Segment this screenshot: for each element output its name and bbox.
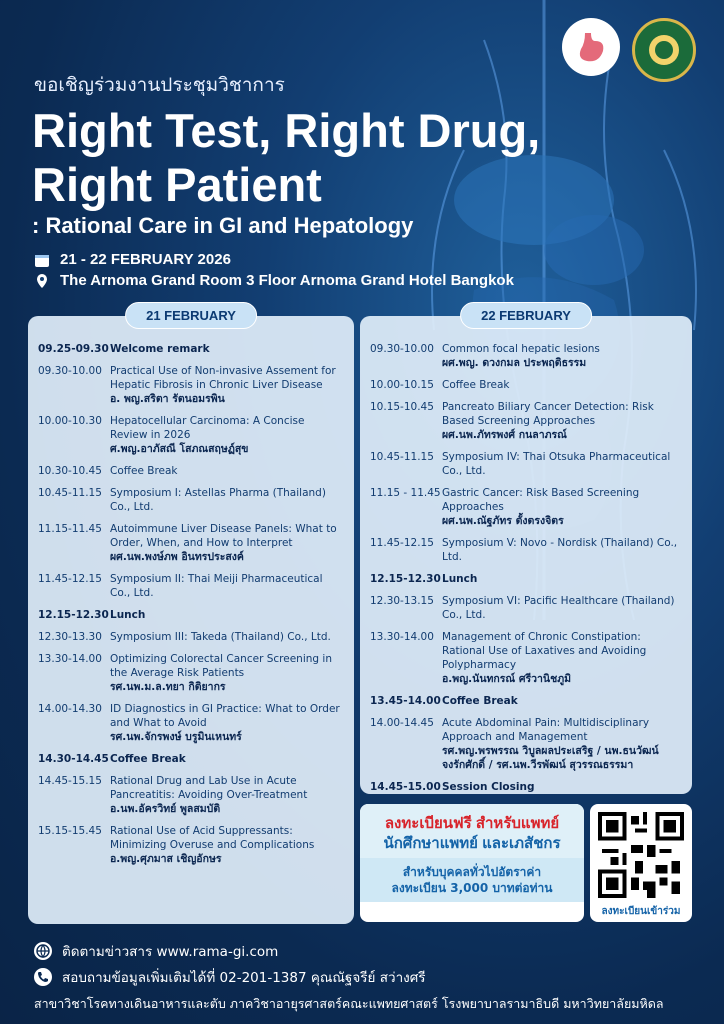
schedule-content — [110, 774, 344, 816]
website-text[interactable]: ติดตามข่าวสาร www.rama-gi.com — [62, 944, 279, 960]
location-pin-icon — [34, 273, 50, 289]
fee-line-1: สำหรับบุคคลทั่วไปอัตราค่า — [402, 865, 542, 879]
schedule-title: Lunch — [442, 573, 478, 585]
schedule-item — [38, 752, 344, 766]
schedule-item — [370, 536, 682, 564]
schedule-time: 14.30-14.45 — [38, 753, 109, 765]
schedule-item — [370, 486, 682, 528]
day2-label: 22 FEBRUARY — [460, 302, 592, 329]
schedule-item — [370, 572, 682, 586]
schedule-content — [442, 780, 682, 794]
schedule-content — [442, 486, 682, 528]
schedule-time: 10.30-10.45 — [38, 465, 102, 477]
schedule-item — [38, 364, 344, 406]
schedule-item — [38, 342, 344, 356]
schedule-item — [370, 594, 682, 622]
schedule-time: 10.45-11.15 — [370, 451, 434, 463]
schedule-time: 12.15-12.30 — [370, 573, 441, 585]
schedule-speaker: ผศ.นพ.ณัฐภัทร ตั้งตรงจิตร — [442, 515, 564, 527]
schedule-time: 12.30-13.15 — [370, 595, 434, 607]
free-registration-line-1: ลงทะเบียนฟรี สำหรับแพทย์ — [384, 815, 560, 832]
schedule-title: Common focal hepatic lesions — [442, 343, 600, 355]
schedule-title: Symposium VI: Pacific Healthcare (Thailand) Co., Ltd. — [442, 595, 675, 621]
schedule-time: 14.45-15.00 — [370, 781, 441, 793]
schedule-title: Pancreato Biliary Cancer Detection: Risk Based Screening Approaches — [442, 401, 654, 427]
schedule-item — [38, 414, 344, 456]
schedule-content — [442, 572, 682, 586]
globe-icon — [34, 942, 52, 960]
schedule-content — [110, 572, 344, 600]
schedule-title: Acute Abdominal Pain: Multidisciplinary Approach and Management — [442, 717, 650, 743]
schedule-title: Coffee Break — [442, 379, 510, 391]
schedule-item — [38, 486, 344, 514]
free-registration-line-2: นักศึกษาแพทย์ และเภสัชกร — [383, 835, 561, 852]
schedule-time: 14.45-15.15 — [38, 775, 102, 787]
schedule-item — [38, 572, 344, 600]
schedule-content — [110, 342, 344, 356]
schedule-title: Autoimmune Liver Disease Panels: What to Order, When, and How to Interpret — [110, 523, 337, 549]
schedule-content — [442, 594, 682, 622]
event-title — [32, 104, 672, 212]
schedule-content — [110, 752, 344, 766]
schedule-speaker: รศ.พญ.พรพรรณ วิบูลผลประเสริฐ / นพ.ธนวัฒน์ จงรักศักดิ์ / รศ.นพ.วีรพัฒน์ สุวรรณธรรมา — [442, 745, 659, 771]
schedule-time: 14.00-14.45 — [370, 717, 434, 729]
university-seal-icon — [632, 18, 696, 82]
schedule-content — [442, 400, 682, 442]
schedule-content — [110, 522, 344, 564]
schedule-speaker: อ.นพ.อัครวิทย์ พูลสมบัติ — [110, 803, 221, 815]
schedule-title: Session Closing — [442, 781, 535, 793]
footer-website[interactable] — [34, 940, 278, 962]
schedule-time: 11.15 - 11.45 — [370, 487, 441, 499]
schedule-time: 11.45-12.15 — [370, 537, 434, 549]
title-line-2: Right Patient — [32, 158, 322, 211]
schedule-item — [38, 522, 344, 564]
schedule-content — [442, 630, 682, 686]
schedule-speaker: อ.พญ.นันทกรณ์ ศรีวานิชภูมิ — [442, 673, 572, 685]
phone-text: สอบถามข้อมูลเพิ่มเติมได้ที่ 02-201-1387 คุณณัฐจรีย์ สว่างศรี — [62, 970, 426, 986]
invitation-text: ขอเชิญร่วมงานประชุมวิชาการ — [34, 74, 285, 96]
schedule-content — [110, 630, 344, 644]
logos — [562, 18, 696, 82]
schedule-title: Hepatocellular Carcinoma: A Concise Review in 2026 — [110, 415, 305, 441]
footer-phone — [34, 966, 426, 988]
day1-list — [38, 342, 344, 866]
day1-schedule-panel — [28, 308, 354, 924]
schedule-item — [370, 780, 682, 794]
schedule-time: 10.15-10.45 — [370, 401, 434, 413]
schedule-title: Symposium II: Thai Meiji Pharmaceutical Co., Ltd. — [110, 573, 323, 599]
schedule-item — [38, 608, 344, 622]
schedule-time: 09.30-10.00 — [38, 365, 102, 377]
day2-schedule-panel — [360, 308, 692, 794]
schedule-title: Symposium V: Novo - Nordisk (Thailand) Co., Ltd. — [442, 537, 678, 563]
schedule-item — [370, 450, 682, 478]
schedule-speaker: รศ.นพ.ม.ล.ทยา กิติยากร — [110, 681, 226, 693]
calendar-icon — [34, 252, 50, 268]
schedule-content — [110, 486, 344, 514]
schedule-content — [110, 702, 344, 744]
schedule-speaker: ผศ.นพ.ภัทรพงศ์ กนลาภรณ์ — [442, 429, 567, 441]
date-text: 21 - 22 FEBRUARY 2026 — [60, 251, 231, 268]
schedule-content — [110, 414, 344, 456]
schedule-time: 11.45-12.15 — [38, 573, 102, 585]
schedule-item — [370, 630, 682, 686]
schedule-item — [370, 378, 682, 392]
schedule-item — [38, 630, 344, 644]
schedule-content — [442, 716, 682, 772]
schedule-content — [110, 364, 344, 406]
schedule-time: 09.25-09.30 — [38, 343, 109, 355]
schedule-content — [442, 342, 682, 370]
event-date — [34, 251, 231, 268]
schedule-content — [110, 608, 344, 622]
event-subtitle: : Rational Care in GI and Hepatology — [32, 213, 414, 238]
registration-box — [360, 804, 584, 922]
schedule-content — [442, 694, 682, 708]
schedule-item — [38, 824, 344, 866]
schedule-time: 13.30-14.00 — [370, 631, 434, 643]
schedule-speaker: ศ.พญ.อาภัสณี โสภณสฤษฏ์สุข — [110, 443, 249, 455]
schedule-time: 13.45-14.00 — [370, 695, 441, 707]
fee-line-2: ลงทะเบียน 3,000 บาทต่อท่าน — [391, 881, 553, 895]
schedule-title: Rational Drug and Lab Use in Acute Pancreatitis: Avoiding Over-Treatment — [110, 775, 308, 801]
schedule-time: 10.00-10.15 — [370, 379, 434, 391]
schedule-content — [442, 450, 682, 478]
footer-organization: สาขาวิชาโรคทางเดินอาหารและตับ ภาควิชาอายุรศาสตร์คณะแพทยศาสตร์ โรงพยาบาลรามาธิบดี มหาวิทยาลัยมหิดล — [34, 996, 664, 1011]
schedule-title: Coffee Break — [110, 753, 186, 765]
phone-icon — [34, 968, 52, 986]
schedule-item — [370, 342, 682, 370]
schedule-time: 10.00-10.30 — [38, 415, 102, 427]
schedule-title: Coffee Break — [110, 465, 178, 477]
free-registration — [360, 804, 584, 858]
qr-code-icon[interactable] — [598, 812, 684, 898]
schedule-time: 15.15-15.45 — [38, 825, 102, 837]
day2-list — [370, 342, 682, 794]
schedule-speaker: ผศ.นพ.พงษ์ภพ อินทรประสงค์ — [110, 551, 244, 563]
schedule-item — [370, 400, 682, 442]
event-venue — [34, 272, 514, 289]
schedule-title: Optimizing Colorectal Cancer Screening in the Average Risk Patients — [110, 653, 332, 679]
schedule-title: Coffee Break — [442, 695, 518, 707]
schedule-item — [370, 716, 682, 772]
registration-qr[interactable] — [590, 804, 692, 922]
schedule-content — [110, 464, 344, 478]
schedule-time: 12.30-13.30 — [38, 631, 102, 643]
schedule-time: 12.15-12.30 — [38, 609, 109, 621]
schedule-item — [38, 464, 344, 478]
registration-fee — [360, 858, 584, 902]
schedule-speaker: รศ.นพ.จักรพงษ์ บรูมินเหนทร์ — [110, 731, 242, 743]
schedule-item — [38, 774, 344, 816]
schedule-time: 10.45-11.15 — [38, 487, 102, 499]
stomach-logo-icon — [562, 18, 620, 76]
schedule-content — [442, 536, 682, 564]
schedule-content — [110, 652, 344, 694]
schedule-title: Management of Chronic Constipation: Rational Use of Laxatives and Avoiding Polypharmacy — [442, 631, 647, 671]
schedule-speaker: อ.พญ.ศุภมาส เชิญอักษร — [110, 853, 222, 865]
schedule-title: Symposium I: Astellas Pharma (Thailand) Co., Ltd. — [110, 487, 326, 513]
schedule-time: 09.30-10.00 — [370, 343, 434, 355]
venue-text: The Arnoma Grand Room 3 Floor Arnoma Grand Hotel Bangkok — [60, 272, 514, 289]
schedule-content — [110, 824, 344, 866]
schedule-title: Symposium III: Takeda (Thailand) Co., Ltd. — [110, 631, 331, 643]
schedule-item — [38, 652, 344, 694]
schedule-title: Symposium IV: Thai Otsuka Pharmaceutical Co., Ltd. — [442, 451, 671, 477]
schedule-time: 14.00-14.30 — [38, 703, 102, 715]
schedule-speaker: ผศ.พญ. ดวงกมล ประพฤติธรรม — [442, 357, 587, 369]
title-line-1: Right Test, Right Drug, — [32, 104, 541, 157]
schedule-speaker: อ. พญ.สริตา รัตนอมรพิน — [110, 393, 225, 405]
schedule-title: ID Diagnostics in GI Practice: What to Order and What to Avoid — [110, 703, 340, 729]
schedule-title: Gastric Cancer: Risk Based Screening Approaches — [442, 487, 640, 513]
schedule-title: Lunch — [110, 609, 146, 621]
schedule-content — [442, 378, 682, 392]
schedule-item — [38, 702, 344, 744]
schedule-time: 13.30-14.00 — [38, 653, 102, 665]
day1-label: 21 FEBRUARY — [125, 302, 257, 329]
schedule-title: Welcome remark — [110, 343, 210, 355]
schedule-title: Practical Use of Non-invasive Assement for Hepatic Fibrosis in Chronic Liver Disease — [110, 365, 336, 391]
schedule-item — [370, 694, 682, 708]
schedule-time: 11.15-11.45 — [38, 523, 102, 535]
qr-caption: ลงทะเบียนเข้าร่วม — [601, 906, 681, 917]
schedule-title: Rational Use of Acid Suppressants: Minimizing Overuse and Complications — [110, 825, 315, 851]
